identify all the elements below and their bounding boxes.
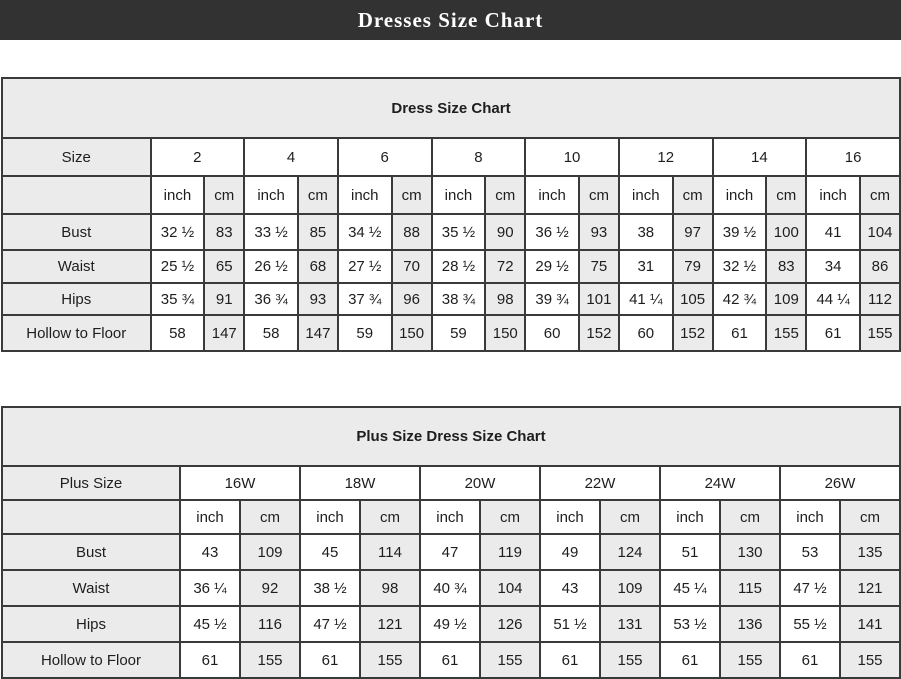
measurement-value-inch: 39 ½ [713, 214, 767, 250]
unit-header-inch: inch [432, 176, 486, 214]
measurement-value-cm: 90 [485, 214, 525, 250]
unit-row-corner-cell [2, 500, 180, 534]
measurement-value-inch: 31 [619, 250, 673, 283]
size-header-cell: 18W [300, 466, 420, 500]
measurement-value-inch: 49 ½ [420, 606, 480, 642]
measurement-value-cm: 155 [360, 642, 420, 678]
measurement-value-inch: 43 [180, 534, 240, 570]
measurement-row [2, 570, 900, 606]
unit-header-cm: cm [360, 500, 420, 534]
measurement-value-cm: 112 [860, 283, 900, 315]
measurement-row [2, 534, 900, 570]
measurement-value-inch: 47 ½ [780, 570, 840, 606]
measurement-value-inch: 61 [420, 642, 480, 678]
size-header-cell: 16W [180, 466, 300, 500]
measurement-value-cm: 150 [392, 315, 432, 351]
measurement-value-cm: 136 [720, 606, 780, 642]
size-header-cell: 22W [540, 466, 660, 500]
size-header-cell: 20W [420, 466, 540, 500]
unit-header-cm: cm [600, 500, 660, 534]
measurement-value-cm: 155 [480, 642, 540, 678]
measurement-value-inch: 38 [619, 214, 673, 250]
measurement-value-inch: 59 [338, 315, 392, 351]
measurement-value-cm: 85 [298, 214, 338, 250]
measurement-value-inch: 47 ½ [300, 606, 360, 642]
unit-header-inch: inch [525, 176, 579, 214]
size-chart-table [1, 406, 901, 679]
measurement-value-inch: 34 [806, 250, 860, 283]
size-chart-table [1, 77, 901, 352]
measurement-value-cm: 65 [204, 250, 244, 283]
measurement-value-inch: 26 ½ [244, 250, 298, 283]
size-header-cell: 10 [525, 138, 619, 176]
measurement-value-cm: 104 [480, 570, 540, 606]
size-header-cell: 14 [713, 138, 807, 176]
measurement-value-inch: 55 ½ [780, 606, 840, 642]
unit-header-cm: cm [766, 176, 806, 214]
measurement-row [2, 250, 900, 283]
measurement-value-cm: 147 [298, 315, 338, 351]
measurement-value-cm: 83 [766, 250, 806, 283]
measurement-value-cm: 75 [579, 250, 619, 283]
measurement-value-inch: 58 [244, 315, 298, 351]
measurement-value-inch: 45 ¼ [660, 570, 720, 606]
measurement-value-inch: 59 [432, 315, 486, 351]
measurement-label: Bust [2, 534, 180, 570]
measurement-value-cm: 126 [480, 606, 540, 642]
measurement-value-cm: 109 [240, 534, 300, 570]
table-title: Dress Size Chart [2, 78, 900, 138]
measurement-value-cm: 91 [204, 283, 244, 315]
measurement-value-cm: 100 [766, 214, 806, 250]
measurement-value-cm: 72 [485, 250, 525, 283]
measurement-value-inch: 44 ¼ [806, 283, 860, 315]
unit-header-inch: inch [338, 176, 392, 214]
measurement-value-inch: 61 [540, 642, 600, 678]
measurement-value-cm: 155 [860, 315, 900, 351]
measurement-value-inch: 29 ½ [525, 250, 579, 283]
unit-header-inch: inch [780, 500, 840, 534]
size-header-cell: 12 [619, 138, 713, 176]
measurement-row [2, 283, 900, 315]
measurement-value-inch: 38 ½ [300, 570, 360, 606]
measurement-value-inch: 51 [660, 534, 720, 570]
unit-header-inch: inch [540, 500, 600, 534]
measurement-value-inch: 61 [180, 642, 240, 678]
unit-header-inch: inch [619, 176, 673, 214]
measurement-value-inch: 49 [540, 534, 600, 570]
measurement-value-inch: 61 [300, 642, 360, 678]
size-header-cell: 8 [432, 138, 526, 176]
measurement-value-cm: 115 [720, 570, 780, 606]
measurement-value-cm: 116 [240, 606, 300, 642]
measurement-value-cm: 131 [600, 606, 660, 642]
page-title: Dresses Size Chart [357, 7, 544, 32]
measurement-value-inch: 43 [540, 570, 600, 606]
measurement-value-cm: 86 [860, 250, 900, 283]
measurement-value-inch: 58 [151, 315, 205, 351]
measurement-value-cm: 135 [840, 534, 900, 570]
measurement-value-inch: 38 ¾ [432, 283, 486, 315]
measurement-label: Bust [2, 214, 151, 250]
measurement-value-inch: 27 ½ [338, 250, 392, 283]
measurement-value-inch: 61 [660, 642, 720, 678]
measurement-value-cm: 150 [485, 315, 525, 351]
size-charts-container [0, 77, 901, 679]
measurement-value-inch: 53 ½ [660, 606, 720, 642]
size-header-cell: 6 [338, 138, 432, 176]
measurement-value-inch: 61 [780, 642, 840, 678]
unit-header-cm: cm [579, 176, 619, 214]
measurement-value-cm: 101 [579, 283, 619, 315]
measurement-value-inch: 42 ¾ [713, 283, 767, 315]
unit-header-inch: inch [420, 500, 480, 534]
measurement-value-inch: 61 [713, 315, 767, 351]
measurement-value-cm: 155 [840, 642, 900, 678]
measurement-value-cm: 121 [840, 570, 900, 606]
unit-header-cm: cm [480, 500, 540, 534]
measurement-value-inch: 33 ½ [244, 214, 298, 250]
measurement-value-inch: 36 ½ [525, 214, 579, 250]
unit-header-inch: inch [806, 176, 860, 214]
measurement-value-inch: 45 [300, 534, 360, 570]
measurement-value-cm: 124 [600, 534, 660, 570]
measurement-value-inch: 36 ¾ [244, 283, 298, 315]
measurement-label: Hips [2, 606, 180, 642]
measurement-value-cm: 68 [298, 250, 338, 283]
size-row-label: Size [2, 138, 151, 176]
measurement-value-inch: 28 ½ [432, 250, 486, 283]
measurement-value-cm: 83 [204, 214, 244, 250]
size-header-cell: 16 [806, 138, 900, 176]
measurement-value-cm: 155 [240, 642, 300, 678]
measurement-value-cm: 79 [673, 250, 713, 283]
page-header-bar [0, 0, 901, 40]
measurement-row [2, 214, 900, 250]
unit-row-corner-cell [2, 176, 151, 214]
measurement-value-inch: 53 [780, 534, 840, 570]
measurement-value-inch: 25 ½ [151, 250, 205, 283]
measurement-value-cm: 152 [673, 315, 713, 351]
size-header-cell: 2 [151, 138, 245, 176]
measurement-value-inch: 32 ½ [151, 214, 205, 250]
measurement-value-inch: 32 ½ [713, 250, 767, 283]
table-title: Plus Size Dress Size Chart [2, 407, 900, 466]
measurement-value-inch: 40 ¾ [420, 570, 480, 606]
measurement-value-inch: 35 ½ [432, 214, 486, 250]
measurement-value-cm: 88 [392, 214, 432, 250]
measurement-value-inch: 51 ½ [540, 606, 600, 642]
measurement-value-cm: 93 [579, 214, 619, 250]
measurement-label: Hollow to Floor [2, 642, 180, 678]
measurement-value-cm: 121 [360, 606, 420, 642]
measurement-value-cm: 109 [766, 283, 806, 315]
measurement-value-cm: 155 [600, 642, 660, 678]
measurement-value-cm: 147 [204, 315, 244, 351]
measurement-value-cm: 97 [673, 214, 713, 250]
measurement-value-cm: 119 [480, 534, 540, 570]
measurement-value-inch: 35 ¾ [151, 283, 205, 315]
unit-header-cm: cm [485, 176, 525, 214]
unit-header-cm: cm [720, 500, 780, 534]
size-row-label: Plus Size [2, 466, 180, 500]
size-header-cell: 4 [244, 138, 338, 176]
measurement-value-cm: 104 [860, 214, 900, 250]
measurement-value-inch: 36 ¼ [180, 570, 240, 606]
measurement-value-cm: 70 [392, 250, 432, 283]
unit-header-cm: cm [840, 500, 900, 534]
measurement-value-inch: 60 [525, 315, 579, 351]
unit-header-cm: cm [392, 176, 432, 214]
unit-header-cm: cm [298, 176, 338, 214]
measurement-value-cm: 130 [720, 534, 780, 570]
measurement-value-cm: 152 [579, 315, 619, 351]
measurement-value-inch: 41 ¼ [619, 283, 673, 315]
measurement-row [2, 315, 900, 351]
unit-header-cm: cm [860, 176, 900, 214]
unit-header-cm: cm [240, 500, 300, 534]
measurement-value-inch: 61 [806, 315, 860, 351]
measurement-label: Waist [2, 250, 151, 283]
measurement-value-cm: 155 [720, 642, 780, 678]
unit-header-inch: inch [660, 500, 720, 534]
measurement-label: Hollow to Floor [2, 315, 151, 351]
unit-header-cm: cm [204, 176, 244, 214]
size-header-cell: 24W [660, 466, 780, 500]
unit-header-inch: inch [151, 176, 205, 214]
measurement-value-cm: 96 [392, 283, 432, 315]
measurement-value-inch: 47 [420, 534, 480, 570]
unit-header-inch: inch [180, 500, 240, 534]
measurement-value-cm: 114 [360, 534, 420, 570]
measurement-value-cm: 92 [240, 570, 300, 606]
measurement-value-cm: 141 [840, 606, 900, 642]
measurement-row [2, 642, 900, 678]
unit-header-inch: inch [244, 176, 298, 214]
measurement-value-cm: 98 [360, 570, 420, 606]
measurement-label: Hips [2, 283, 151, 315]
measurement-row [2, 606, 900, 642]
measurement-value-cm: 93 [298, 283, 338, 315]
measurement-value-inch: 45 ½ [180, 606, 240, 642]
measurement-value-inch: 37 ¾ [338, 283, 392, 315]
measurement-value-inch: 34 ½ [338, 214, 392, 250]
measurement-value-inch: 41 [806, 214, 860, 250]
measurement-value-cm: 155 [766, 315, 806, 351]
unit-header-inch: inch [300, 500, 360, 534]
measurement-value-inch: 39 ¾ [525, 283, 579, 315]
measurement-value-inch: 60 [619, 315, 673, 351]
unit-header-cm: cm [673, 176, 713, 214]
measurement-label: Waist [2, 570, 180, 606]
unit-header-inch: inch [713, 176, 767, 214]
measurement-value-cm: 105 [673, 283, 713, 315]
size-header-cell: 26W [780, 466, 900, 500]
measurement-value-cm: 109 [600, 570, 660, 606]
measurement-value-cm: 98 [485, 283, 525, 315]
